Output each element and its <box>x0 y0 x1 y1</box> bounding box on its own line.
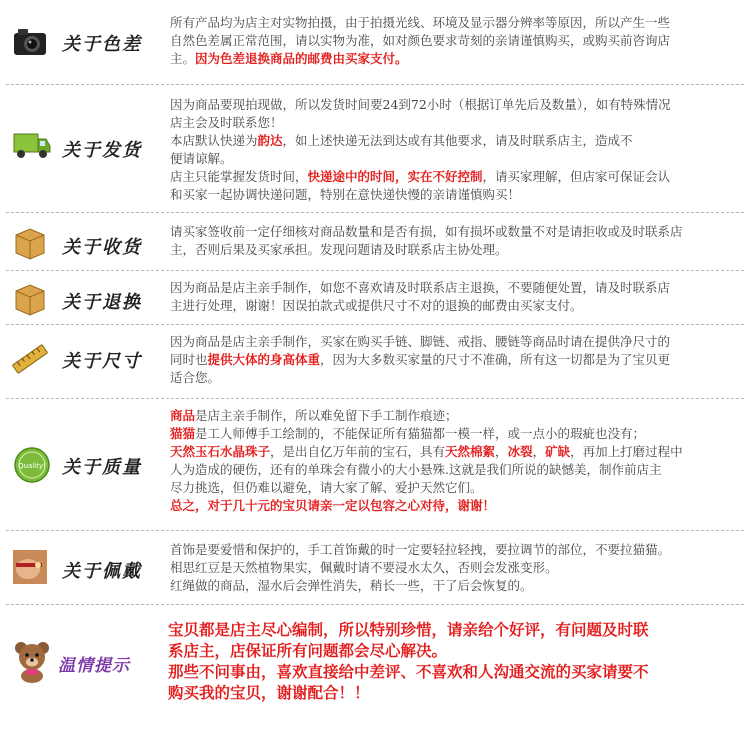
ruler-icon <box>12 341 48 377</box>
camera-icon <box>12 24 48 60</box>
return-box-icon <box>12 281 48 317</box>
section-label: 温情提示 <box>58 656 130 676</box>
section-shipping <box>0 86 750 212</box>
section-text: 因为商品是店主亲手制作，如您不喜欢请及时联系店主退换，不要随便处置，请及时联系店 主进行处理，谢谢！因误拍款式或提供尺寸不对的退换的邮费由买家支付。 <box>170 280 671 313</box>
teddy-bear-icon <box>12 639 52 683</box>
section-returns <box>0 271 750 325</box>
section-text: 所有产品均为店主对实物拍摄，由于拍摄光线、环境及显示器分辨率等原因，所以产生一些 自然色差属正常范围，请以实物为准，如对颜色要求苛刻的亲请谨慎购买，或购买前咨询店 主。因为色差退换商品的邮费由买家支付。 <box>170 15 671 66</box>
section-wearing <box>0 531 750 603</box>
section-label: 关于退换 <box>62 292 142 313</box>
section-size <box>0 325 750 397</box>
quality-badge-icon <box>12 445 52 485</box>
section-color-difference <box>0 0 750 86</box>
section-label: 关于尺寸 <box>62 351 142 372</box>
section-label: 关于收货 <box>62 237 142 258</box>
section-quality <box>0 399 750 529</box>
section-text: 因为商品是店主亲手制作，买家在购买手链、脚链、戒指、腰链等商品时请在提供净尺寸的 同时也提供大体的身高体重，因为大多数买家量的尺寸不准确，所有这一切都是为了宝贝更 适合您。 <box>170 334 671 385</box>
section-warm-tips <box>0 605 750 730</box>
section-text: 请买家签收前一定仔细核对商品数量和是否有损，如有损坏或数量不对是请拒收或及时联系店 主，否则后果及买家承担。发现问题请及时联系店主协处理。 <box>170 224 683 257</box>
divider <box>6 84 744 85</box>
section-text: 首饰是要爱惜和保护的，手工首饰戴的时一定要轻拉轻拽，要拉调节的部位，不要拉猫猫。 相思红豆是天然植物果实，佩戴时请不要浸水太久，否则会发涨变形。 红绳做的商品，湿水后会弹性消失，稍长一些，干了后会恢复的。 <box>170 542 671 593</box>
wearing-photo-icon <box>12 549 48 585</box>
quality-badge-text: Quality! <box>18 462 46 470</box>
section-text: 商品是店主亲手制作，所以难免留下手工制作痕迹； 猫猫是工人师傅手工绘制的，不能保证所有猫猫都一模一样，或一点小的瑕疵也没有； 天然玉石水晶珠子，是出自亿万年前的宝石，具有天然棉絮，冰裂，矿缺，再加上打磨过程中 人为造成的硬伤，还有的单珠会有微小的大小悬殊.这就是我们所说的缺憾美，制作前店主 尽力挑选，但仍难以避免，请大家了解、爱护天然它们。 总之，对于几十元的宝贝请亲一定以包容之心对待，谢谢！ <box>170 408 683 513</box>
section-label: 关于色差 <box>62 34 142 55</box>
section-text: 因为商品要现拍现做，所以发货时间要24到72小时（根据订单先后及数量），如有特殊情况 店主会及时联系您！ 本店默认快递为韵达，如上述快递无法到达或有其他要求，请及时联系店主，造成不 便请谅解。 店主只能掌握发货时间，快递途中的时间，实在不好控制，请买家理解，但店家可保证会认 和买家一起协调快递问题，特别在意快递快慢的亲请谨慎购买！ <box>170 97 671 202</box>
section-receiving <box>0 213 750 271</box>
section-label: 关于发货 <box>62 140 142 161</box>
package-box-icon <box>12 225 48 261</box>
section-label: 关于质量 <box>62 457 142 478</box>
section-label: 关于佩戴 <box>62 561 142 582</box>
delivery-truck-icon <box>12 126 52 162</box>
section-text: 宝贝都是店主尽心编制，所以特别珍惜，请亲给个好评，有问题及时联 系店主，店保证所有问题都会尽心解决。 那些不问事由，喜欢直接给中差评、不喜欢和人沟通交流的买家请要不 购买我的宝贝，谢谢配合！！ <box>168 620 649 702</box>
